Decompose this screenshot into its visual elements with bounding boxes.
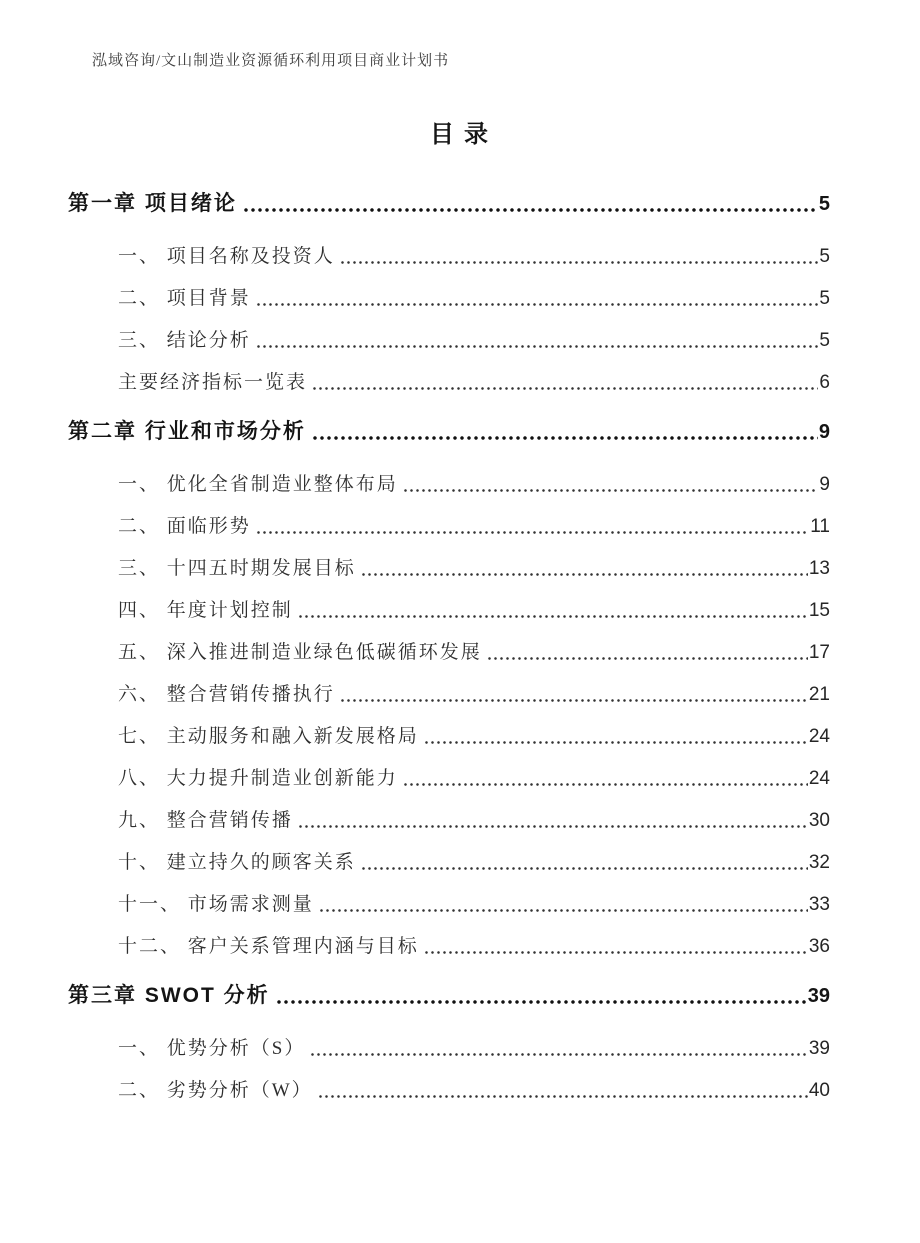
toc-item-entry-label: 四、 年度计划控制 [118,600,293,621]
toc-item-entry[interactable] [118,641,830,665]
toc-item-entry-label: 十一、 市场需求测量 [118,894,314,915]
dot-leader [340,698,808,703]
toc-item-entry-page-number: 13 [808,558,830,579]
toc-chapter-entry-page-number: 9 [818,421,830,443]
toc-item-entry[interactable] [118,245,830,269]
toc-item-entry[interactable] [118,1037,830,1061]
table-of-contents [68,190,830,1103]
toc-item-entry-label: 一、 项目名称及投资人 [118,246,335,267]
toc-chapter-entry-label: 第三章 SWOT 分析 [68,984,270,1007]
dot-leader [361,866,808,871]
toc-item-entry-page-number: 36 [808,936,830,957]
dot-leader [256,302,819,307]
toc-chapter-entry-page-number: 39 [807,985,830,1007]
toc-item-entry-label: 一、 优化全省制造业整体布局 [118,474,398,495]
dot-leader [312,386,818,391]
toc-item-entry-page-number: 6 [819,372,830,393]
dot-leader [256,530,810,535]
toc-item-entry-page-number: 5 [819,330,830,351]
toc-item-entry-label: 十二、 客户关系管理内涵与目标 [118,936,419,957]
toc-item-entry[interactable] [118,809,830,833]
dot-leader [487,656,808,661]
toc-item-entry[interactable] [118,371,830,395]
toc-item-entry-page-number: 21 [808,684,830,705]
toc-item-entry-label: 八、 大力提升制造业创新能力 [118,768,398,789]
toc-item-entry[interactable] [118,329,830,353]
toc-item-entry-label: 三、 结论分析 [118,330,251,351]
dot-leader [310,1052,808,1057]
dot-leader [361,572,808,577]
toc-item-entry-label: 五、 深入推进制造业绿色低碳循环发展 [118,642,482,663]
dot-leader [298,614,808,619]
toc-chapter-entry-page-number: 5 [818,193,830,215]
toc-item-entry-label: 一、 优势分析（S） [118,1038,306,1059]
dot-leader [312,435,818,441]
toc-item-entry[interactable] [118,287,830,311]
toc-item-entry[interactable] [118,683,830,707]
toc-item-entry[interactable] [118,893,830,917]
toc-item-entry-page-number: 11 [810,516,830,537]
toc-item-entry-label: 二、 项目背景 [118,288,251,309]
toc-item-entry-page-number: 32 [808,852,830,873]
toc-item-entry-page-number: 5 [819,246,830,267]
dot-leader [276,999,807,1005]
dot-leader [256,344,819,349]
dot-leader [340,260,819,265]
dot-leader [243,207,818,213]
dot-leader [318,1094,808,1099]
toc-item-entry-label: 三、 十四五时期发展目标 [118,558,356,579]
toc-item-entry[interactable] [118,557,830,581]
toc-chapter-entry[interactable] [68,982,830,1010]
toc-item-entry-page-number: 39 [808,1038,830,1059]
toc-item-entry-page-number: 9 [819,474,830,495]
toc-item-entry-label: 二、 面临形势 [118,516,251,537]
toc-item-entry-label: 二、 劣势分析（W） [118,1080,313,1101]
toc-item-entry[interactable] [118,725,830,749]
toc-item-entry-page-number: 17 [808,642,830,663]
toc-item-entry-label: 十、 建立持久的顾客关系 [118,852,356,873]
toc-item-entry[interactable] [118,935,830,959]
toc-chapter-entry[interactable] [68,418,830,446]
toc-item-entry-page-number: 5 [819,288,830,309]
dot-leader [424,740,808,745]
toc-item-entry[interactable] [118,473,830,497]
page-title: 目 录 [430,122,490,148]
toc-item-entry[interactable] [118,1079,830,1103]
toc-item-entry-page-number: 24 [808,726,830,747]
toc-item-entry-label: 主要经济指标一览表 [118,372,308,393]
toc-item-entry-page-number: 33 [808,894,830,915]
toc-chapter-entry-label: 第一章 项目绪论 [68,192,237,215]
toc-item-entry[interactable] [118,851,830,875]
document-header: 泓域咨询/文山制造业资源循环利用项目商业计划书 [92,53,450,69]
dot-leader [403,488,819,493]
toc-item-entry-page-number: 40 [808,1080,830,1101]
toc-item-entry-page-number: 30 [808,810,830,831]
toc-item-entry-label: 九、 整合营销传播 [118,810,293,831]
toc-item-entry-page-number: 24 [808,768,830,789]
toc-item-entry-page-number: 15 [808,600,830,621]
toc-chapter-entry[interactable] [68,190,830,218]
toc-item-entry[interactable] [118,767,830,791]
toc-item-entry-label: 六、 整合营销传播执行 [118,684,335,705]
dot-leader [403,782,808,787]
dot-leader [424,950,808,955]
toc-item-entry[interactable] [118,599,830,623]
dot-leader [319,908,808,913]
toc-item-entry[interactable] [118,515,830,539]
toc-chapter-entry-label: 第二章 行业和市场分析 [68,420,306,443]
dot-leader [298,824,808,829]
toc-item-entry-label: 七、 主动服务和融入新发展格局 [118,726,419,747]
